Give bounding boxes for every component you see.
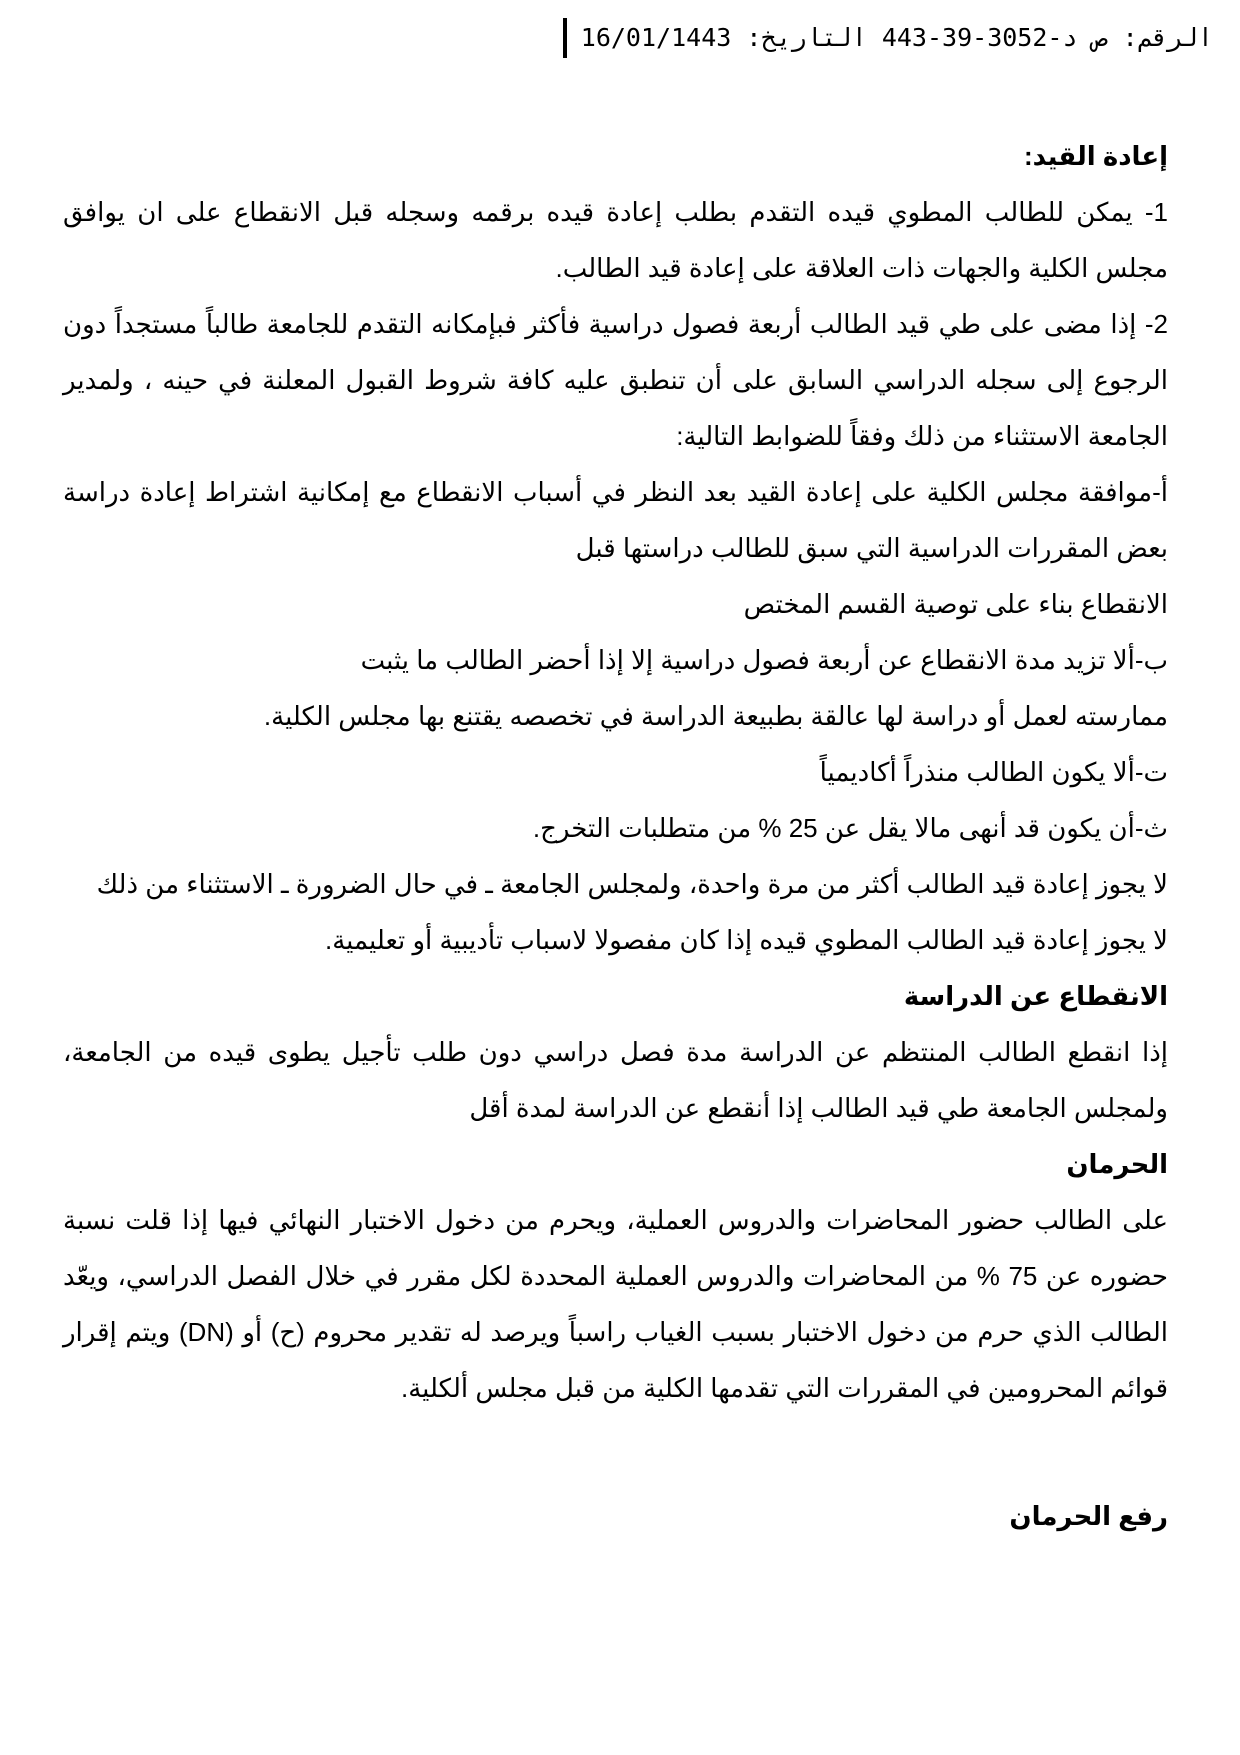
note-1: لا يجوز إعادة قيد الطالب أكثر من مرة واحدة، ولمجلس الجامعة ـ في حال الضرورة ـ الاستثناء من ذلك <box>96 869 1168 899</box>
rule-a-line-2: الانقطاع بناء على توصية القسم المختص <box>743 589 1168 619</box>
deprivation-heading: الحرمان <box>1066 1149 1168 1179</box>
rule-th: ث-أن يكون قد أنهى مالا يقل عن 25 % من متطلبات التخرج. <box>532 813 1168 843</box>
reenrollment-clause-2: 2- إذا مضى على طي قيد الطالب أربعة فصول دراسية فأكثر فبإمكانه التقدم للجامعة طالباً مستجداً دون الرجوع إلى سجله الدراسي السابق على أن تنطبق عليه كافة شروط القبول المعلنة في حينه ، ولمدير الجامعة الاستثناء من ذلك وفقاً للضوابط التالية: <box>63 309 1168 451</box>
rule-t: ت-ألا يكون الطالب منذراً أكاديمياً <box>819 757 1168 787</box>
section-gap <box>63 1416 1168 1488</box>
withdrawal-heading: الانقطاع عن الدراسة <box>903 981 1168 1011</box>
rule-a-line-1: أ-موافقة مجلس الكلية على إعادة القيد بعد النظر في أسباب الانقطاع مع إمكانية اشتراط إعادة دراسة بعض المقررات الدراسية التي سبق للطالب دراستها قبل <box>63 477 1168 563</box>
reference-number-and-date: الرقم: ص د-3052-39-443 التاريخ: 16/01/1443 <box>563 18 1213 58</box>
document-body <box>63 128 1168 1544</box>
reenrollment-heading: إعادة القيد: <box>1023 141 1168 171</box>
reenrollment-clause-1: 1- يمكن للطالب المطوي قيده التقدم بطلب إعادة قيده برقمه وسجله قبل الانقطاع على ان يوافق مجلس الكلية والجهات ذات العلاقة على إعادة قيد الطالب. <box>63 197 1168 283</box>
withdrawal-text: إذا انقطع الطالب المنتظم عن الدراسة مدة فصل دراسي دون طلب تأجيل يطوى قيده من الجامعة، ولمجلس الجامعة طي قيد الطالب إذا أنقطع عن الدراسة لمدة أقل <box>63 1037 1168 1123</box>
rule-b-line-1: ب-ألا تزيد مدة الانقطاع عن أربعة فصول دراسية إلا إذا أحضر الطالب ما يثبت <box>360 645 1168 675</box>
note-2: لا يجوز إعادة قيد الطالب المطوي قيده إذا كان مفصولا لاسباب تأديبية أو تعليمية. <box>324 925 1168 955</box>
lifting-deprivation-heading: رفع الحرمان <box>1009 1501 1168 1531</box>
rule-b-line-2: ممارسته لعمل أو دراسة لها عالقة بطبيعة الدراسة في تخصصه يقتنع بها مجلس الكلية. <box>263 701 1168 731</box>
deprivation-text: على الطالب حضور المحاضرات والدروس العملية، ويحرم من دخول الاختبار النهائي فيها إذا قلت نسبة حضوره عن 75 % من المحاضرات والدروس العملية المحددة لكل مقرر في خلال الفصل الدراسي، ويعّد الطالب الذي حرم من دخول الاختبار بسبب الغياب راسباً ويرصد له تقدير محروم (ح) أو (DN) ويتم إقرار قوائم المحرومين في المقررات التي تقدمها الكلية من قبل مجلس ألكلية. <box>63 1205 1168 1403</box>
